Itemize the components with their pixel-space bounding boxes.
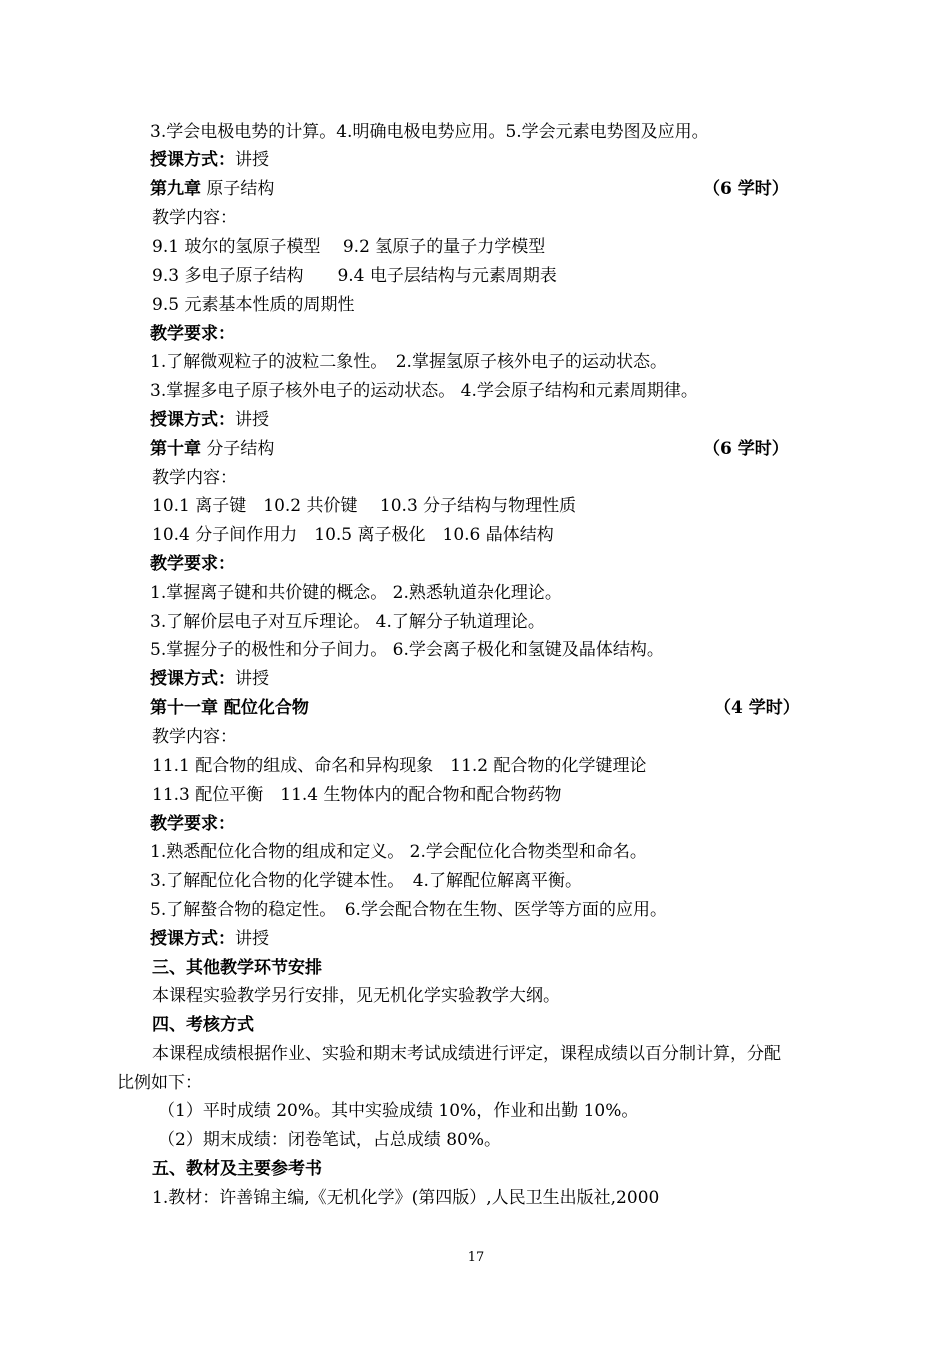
chapter-9-title: 原子结构	[206, 179, 275, 199]
teaching-method-label: 授课方式：	[150, 929, 235, 949]
chapter-10-heading	[150, 437, 274, 461]
textbook-line: 1.教材：许善锦主编,《无机化学》(第四版）,人民卫生出版社,2000	[152, 1188, 660, 1208]
ch10-teaching-method	[150, 667, 269, 691]
chapter-9-number: 第九章	[150, 179, 201, 199]
section-4-paragraph-line-2: 比例如下：	[117, 1073, 202, 1093]
ch11-requirements-line-1: 1.熟悉配位化合物的组成和定义。 2.学会配位化合物类型和命名。	[150, 842, 647, 862]
ch10-content-line-1: 10.1 离子键 10.2 共价键 10.3 分子结构与物理性质	[152, 496, 577, 516]
ch11-requirements-line-3: 5.了解螯合物的稳定性。 6.学会配合物在生物、医学等方面的应用。	[150, 900, 667, 920]
ch9-requirements-label: 教学要求：	[150, 324, 235, 344]
ch11-content-label: 教学内容：	[152, 727, 237, 747]
chapter-10-hours: （6 学时）	[703, 439, 789, 459]
ch10-content-line-2: 10.4 分子间作用力 10.5 离子极化 10.6 晶体结构	[152, 525, 554, 545]
teaching-method-value: 讲授	[235, 929, 269, 949]
ch11-content-line-2: 11.3 配位平衡 11.4 生物体内的配合物和配合物药物	[152, 785, 562, 805]
ch8-teaching-method	[150, 148, 269, 172]
ch11-content-line-1: 11.1 配合物的组成、命名和异构现象 11.2 配合物的化学键理论	[152, 756, 647, 776]
ch10-requirements-label: 教学要求：	[150, 554, 235, 574]
section-5-heading: 五、教材及主要参考书	[152, 1159, 322, 1179]
teaching-method-label: 授课方式：	[150, 150, 235, 170]
ch9-content-line-3: 9.5 元素基本性质的周期性	[152, 295, 355, 315]
ch10-requirements-line-1: 1.掌握离子键和共价键的概念。 2.熟悉轨道杂化理论。	[150, 583, 562, 603]
chapter-9-heading	[150, 177, 274, 201]
ch9-requirements-line-2: 3.掌握多电子原子核外电子的运动状态。 4.学会原子结构和元素周期律。	[150, 381, 698, 401]
ch11-requirements-line-2: 3.了解配位化合物的化学键本性。 4.了解配位解离平衡。	[150, 871, 582, 891]
ch10-requirements-line-2: 3.了解价层电子对互斥理论。 4.了解分子轨道理论。	[150, 612, 545, 632]
section-4-paragraph-line-1: 本课程成绩根据作业、实验和期末考试成绩进行评定，课程成绩以百分制计算，分配	[152, 1044, 781, 1064]
ch9-requirements-line-1: 1.了解微观粒子的波粒二象性。 2.掌握氢原子核外电子的运动状态。	[150, 352, 667, 372]
teaching-method-value: 讲授	[235, 410, 269, 430]
chapter-10-title: 分子结构	[206, 439, 275, 459]
teaching-method-value: 讲授	[235, 150, 269, 170]
ch9-teaching-method	[150, 408, 269, 432]
ch8-requirements-line: 3.学会电极电势的计算。4.明确电极电势应用。5.学会元素电势图及应用。	[150, 122, 709, 142]
section-4-heading: 四、考核方式	[152, 1015, 254, 1035]
ch10-content-label: 教学内容：	[152, 468, 237, 488]
section-3-heading: 三、其他教学环节安排	[152, 958, 322, 978]
teaching-method-value: 讲授	[235, 669, 269, 689]
ch10-requirements-line-3: 5.掌握分子的极性和分子间力。 6.学会离子极化和氢键及晶体结构。	[150, 640, 664, 660]
chapter-11-hours: （4 学时）	[714, 698, 800, 718]
teaching-method-label: 授课方式：	[150, 410, 235, 430]
ch9-content-label: 教学内容：	[152, 208, 237, 228]
ch9-content-line-2: 9.3 多电子原子结构 9.4 电子层结构与元素周期表	[152, 266, 557, 286]
ch11-teaching-method	[150, 927, 269, 951]
chapter-9-hours: （6 学时）	[703, 179, 789, 199]
chapter-11-heading: 第十一章 配位化合物	[150, 698, 309, 718]
section-3-text: 本课程实验教学另行安排，见无机化学实验教学大纲。	[152, 986, 560, 1006]
ch9-content-line-1: 9.1 玻尔的氢原子模型 9.2 氢原子的量子力学模型	[152, 237, 546, 257]
page-number: 17	[467, 1250, 485, 1265]
chapter-10-number: 第十章	[150, 439, 201, 459]
ch11-requirements-label: 教学要求：	[150, 814, 235, 834]
grading-item-2: （2）期末成绩：闭卷笔试，占总成绩 80%。	[158, 1130, 502, 1150]
grading-item-1: （1）平时成绩 20%。其中实验成绩 10%，作业和出勤 10%。	[158, 1101, 639, 1121]
teaching-method-label: 授课方式：	[150, 669, 235, 689]
